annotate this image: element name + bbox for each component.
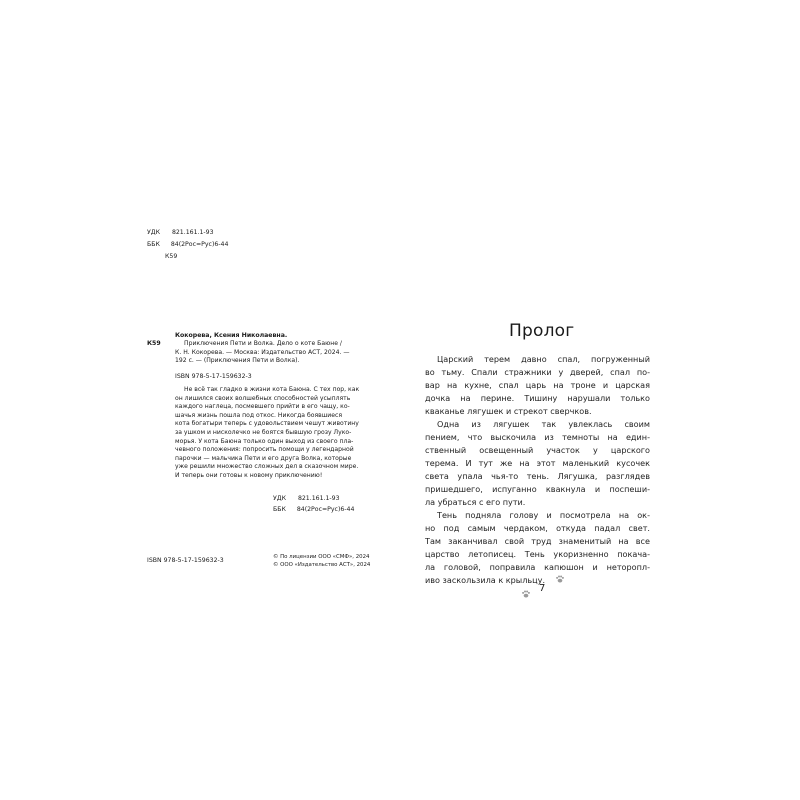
paragraph	[425, 418, 650, 509]
text-line: ственный освещенный участок у царского	[425, 445, 650, 455]
catalog-author-mark: К59	[147, 340, 161, 347]
text-line: дочка на перине. Тишину нарушали только	[425, 393, 650, 403]
catalog-desc-line: Приключения Пети и Волка. Дело о коте Баюне /	[184, 340, 342, 347]
udk-line-bottom	[273, 494, 340, 503]
udk-value: 821.161.1-93	[297, 495, 340, 502]
text-line: ла убраться с его пути.	[425, 497, 526, 507]
footer-isbn: ISBN 978-5-17-159632-3	[147, 557, 224, 564]
catalog-description	[175, 340, 349, 366]
text-line: Одна из лягушек так увлеклась своим	[437, 419, 650, 429]
annotation-line: чевного положения: попросить помощи у легендарной	[175, 446, 354, 454]
text-line: вар на кухне, спал царь на троне и царская	[425, 380, 650, 390]
text-line: Царский терем давно спал, погруженный	[437, 354, 650, 364]
udk-label: УДК	[147, 229, 160, 236]
catalog-annotation	[175, 386, 359, 481]
text-line: иво заскользила к крыльцу.	[425, 575, 546, 585]
paw-print-icon	[521, 589, 531, 599]
text-line: кваканье лягушек и стрекот сверчков.	[425, 406, 592, 416]
text-line: Там заканчивал свой труд знаменитый на все	[425, 536, 650, 546]
udk-line-top	[147, 228, 214, 237]
text-line: света упала чья-то тень. Лягушка, разглядев	[425, 471, 650, 481]
text-line: Тень подняла голову и посмотрела на ок-	[437, 510, 650, 520]
bbk-value: 84(2Рос=Рус)6-44	[170, 241, 229, 248]
paragraph	[425, 353, 650, 418]
catalog-isbn: ISBN 978-5-17-159632-3	[175, 373, 252, 380]
catalog-desc-line: К. Н. Кокорева. — Москва: Издательство АСТ, 2024. —	[175, 348, 350, 356]
text-line: во тьму. Спали стражники у дверей, спал по-	[425, 367, 650, 377]
author-mark-top: К59	[165, 253, 178, 260]
copyright-block	[273, 553, 370, 569]
bbk-line-bottom	[273, 505, 354, 514]
text-line: пришедшего, испуганно квакнула и поспеши-	[425, 484, 650, 494]
chapter-body	[425, 353, 650, 587]
annotation-line: каждого наглеца, посмевшего прийти в его чащу, ко-	[175, 403, 350, 411]
annotation-line: морья. У кота Баюна только один выход из своего пла-	[175, 437, 354, 445]
catalog-author: Кокорева, Ксения Николаевна.	[175, 332, 288, 339]
annotation-line: за ушком и нисколечко не боятся бывшую грозу Луко-	[175, 428, 352, 436]
text-line: ла головой, поправила капюшон и неторопл-	[425, 562, 650, 572]
text-line: терема. И тут же на этот маленький кусочек	[425, 458, 650, 468]
chapter-title: Пролог	[509, 321, 575, 341]
annotation-line: он лишился своих волшебных способностей усыплять	[175, 394, 351, 402]
text-line: царство летописец. Тень укоризненно покача-	[425, 549, 650, 559]
text-line: но под самым чердаком, откуда падал свет.	[425, 523, 650, 533]
annotation-line: Не всё так гладко в жизни кота Баюна. С тех пор, как	[184, 386, 360, 393]
paragraph	[425, 509, 650, 587]
bbk-label: ББК	[147, 241, 160, 248]
bbk-line-top	[147, 240, 228, 249]
udk-value: 821.161.1-93	[171, 229, 214, 236]
page-number: 7	[539, 583, 546, 594]
copyright-line: © По лицензии ООО «СМФ», 2024	[273, 554, 370, 560]
copyright-line: © ООО «Издательство АСТ», 2024	[273, 562, 371, 568]
annotation-line: парочки — мальчика Пети и его друга Волка, которые	[175, 454, 352, 462]
annotation-line: И теперь они готовы к новому приключению!	[175, 471, 323, 479]
udk-label: УДК	[273, 495, 286, 502]
bbk-value: 84(2Рос=Рус)6-44	[296, 506, 355, 513]
text-line: пением, что выскочила из темноты на един-	[425, 432, 650, 442]
annotation-line: уже решили множество сложных дел в сказочном мире.	[175, 463, 359, 471]
annotation-line: шачья жизнь пошла под откос. Никогда боявшиеся	[175, 411, 343, 419]
bbk-label: ББК	[273, 506, 286, 513]
paw-print-icon	[555, 574, 565, 584]
annotation-line: кота богатыри теперь с удовольствием чешут животину	[175, 420, 359, 428]
catalog-desc-line: 192 с. — (Приключения Пети и Волка).	[175, 357, 300, 365]
